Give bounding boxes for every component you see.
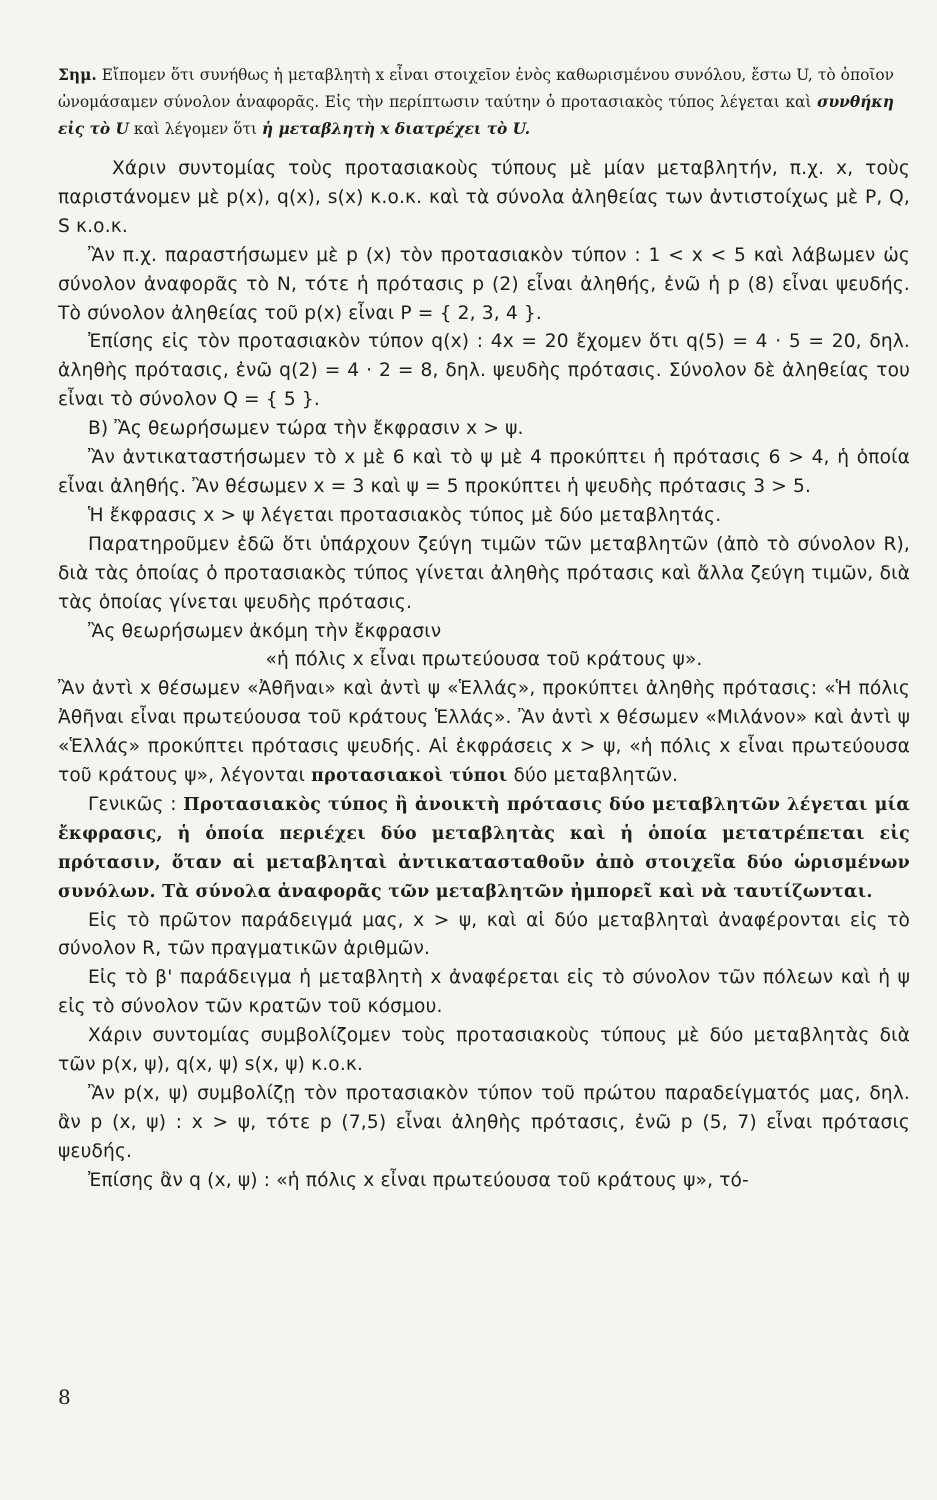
note-text: Εἴπομεν ὅτι συνήθως ἡ μεταβλητὴ x εἶναι στοιχεῖον ἑνὸς καθωρισμένου συνόλου, ἔστω U, τὸ ὁποῖον ὠνομάσαμεν σύνολον ἀναφορᾶς. Εἰς τὴν περίπτωσιν ταύτην ὁ προτασιακὸς τύπος λέγεται καὶ (58, 66, 894, 111)
note-bold-term: ἡ μεταβλητὴ x διατρέχει τὸ U. (261, 120, 531, 138)
paragraph: Χάριν συντομίας συμβολίζομεν τοὺς προτασιακοὺς τύπους μὲ δύο μεταβλητὰς διὰ τῶν p(x, ψ), q(x, ψ) s(x, ψ) κ.ο.κ. (58, 1025, 910, 1076)
paragraph: Ἂν ἀντικαταστήσωμεν τὸ x μὲ 6 καὶ τὸ ψ μὲ 4 προκύπτει ἡ πρότασις 6 > 4, ἡ ὁποία εἶναι ἀληθής. Ἂν θέσωμεν x = 3 καὶ ψ = 5 προκύπτει ἡ ψευδὴς πρότασις 3 > 5. (58, 447, 910, 497)
paragraph: Εἰς τὸ πρῶτον παράδειγμά μας, x > ψ, καὶ αἱ δύο μεταβληταὶ ἀναφέρονται εἰς τὸ σύνολον R, τῶν πραγματικῶν ἀριθμῶν. (58, 909, 910, 960)
paragraph: Ἡ ἔκφρασις x > ψ λέγεται προτασιακὸς τύπος μὲ δύο μεταβλητάς. (88, 504, 722, 526)
definition (58, 791, 910, 907)
paragraph: Ἂς θεωρήσωμεν ἀκόμη τὴν ἔκφρασιν (88, 620, 442, 642)
paragraph: Παρατηροῦμεν ἐδῶ ὅτι ὑπάρχουν ζεύγη τιμῶν τῶν μεταβλητῶν (ἀπὸ τὸ σύνολον R), διὰ τὰς ὁποίας ὁ προτασιακὸς τύπος γίνεται ἀληθὴς πρότασις καὶ ἄλλα ζεύγη τιμῶν, διὰ τὰς ὁποίας γίνεται ψευδὴς πρότασις. (58, 533, 910, 613)
bold-term: προτασιακοὶ τύποι (311, 766, 508, 787)
definition-text: Προτασιακὸς τύπος ἢ ἀνοικτὴ πρότασις δύο μεταβλητῶν λέγεται μία ἔκφρασις, ἡ ὁποία περιέχει δύο μεταβλητὰς καὶ ἡ ὁποία μετατρέπεται εἰς πρότασιν, ὅταν αἱ μεταβληταὶ ἀντικατασταθοῦν ἀπὸ στοιχεῖα δύο ὡρισμένων συνόλων. Τὰ σύνολα ἀναφορᾶς τῶν μεταβλητῶν ἠμπορεῖ καὶ νὰ ταυτίζωνται. (58, 794, 911, 902)
paragraph (58, 675, 910, 791)
note-text: καὶ λέγομεν ὅτι (128, 120, 262, 138)
paragraph: B) Ἂς θεωρήσωμεν τώρα τὴν ἔκφρασιν x > ψ. (88, 418, 524, 440)
paragraph-text: Ἂν ἀντὶ x θέσωμεν «Ἀθῆναι» καὶ ἀντὶ ψ «Ἑλλάς», προκύπτει ἀληθὴς πρότασις: «Ἡ πόλις Ἀθῆναι εἶναι πρωτεύουσα τοῦ κράτους Ἑλλάς». Ἂν ἀντὶ x θέσωμεν «Μιλάνον» καὶ ἀντὶ ψ «Ἑλλάς» προκύπτει πρότασις ψευδής. Αἱ ἐκφράσεις x > ψ, «ἡ πόλις x εἶναι πρωτεύουσα τοῦ κράτους ψ», λέγονται (58, 678, 910, 787)
main-text (58, 155, 910, 1196)
paragraph: Ἐπίσης ἂν q (x, ψ) : «ἡ πόλις x εἶναι πρωτεύουσα τοῦ κράτους ψ», τό- (88, 1169, 749, 1191)
paragraph: Ἂν p(x, ψ) συμβολίζῃ τὸν προτασιακὸν τύπον τοῦ πρώτου παραδείγματός μας, δηλ. ἂν p (x, ψ) : x > ψ, τότε p (7,5) εἶναι ἀληθὴς πρότασις, ἐνῶ p (5, 7) εἶναι πρότασις ψευδής. (58, 1083, 910, 1162)
note-label: Σημ. (58, 66, 97, 84)
page-number: 8 (58, 1385, 71, 1409)
paragraph: Ἐπίσης εἰς τὸν προτασιακὸν τύπον q(x) : 4x = 20 ἔχομεν ὅτι q(5) = 4 · 5 = 20, δηλ. ἀληθὴς πρότασις, ἐνῶ q(2) = 4 · 2 = 8, δηλ. ψευδὴς πρότασις. Σύνολον δὲ ἀληθείας του εἶναι τὸ σύνολον Q = { 5 }. (58, 331, 910, 411)
quoted-expression: «ἡ πόλις x εἶναι πρωτεύουσα τοῦ κράτους ψ». (265, 649, 703, 671)
footnote-block (58, 62, 894, 143)
paragraph: Ἂν π.χ. παραστήσωμεν μὲ p (x) τὸν προτασιακὸν τύπον : 1 < x < 5 καὶ λάβωμεν ὡς σύνολον ἀναφορᾶς τὸ N, τότε ἡ πρότασις p (2) εἶναι ἀληθής, ἐνῶ ἡ p (8) εἶναι ψευδής. Τὸ σύνολον ἀληθείας τοῦ p(x) εἶναι P = { 2, 3, 4 }. (58, 244, 910, 324)
definition-lead: Γενικῶς : (88, 793, 184, 815)
paragraph-text: δύο μεταβλητῶν. (507, 765, 679, 787)
paragraph: Εἰς τὸ β' παράδειγμα ἡ μεταβλητὴ x ἀναφέρεται εἰς τὸ σύνολον τῶν πόλεων καὶ ἡ ψ εἰς τὸ σύνολον τῶν κρατῶν τοῦ κόσμου. (58, 967, 910, 1018)
note-bold-term: συνθήκη εἰς τὸ U (58, 93, 894, 138)
paragraph: Χάριν συντομίας τοὺς προτασιακοὺς τύπους μὲ μίαν μεταβλητήν, π.χ. x, τοὺς παριστάνομεν μὲ p(x), q(x), s(x) κ.ο.κ. καὶ τὰ σύνολα ἀληθείας των ἀντιστοίχως μὲ P, Q, S κ.ο.κ. (58, 158, 910, 237)
